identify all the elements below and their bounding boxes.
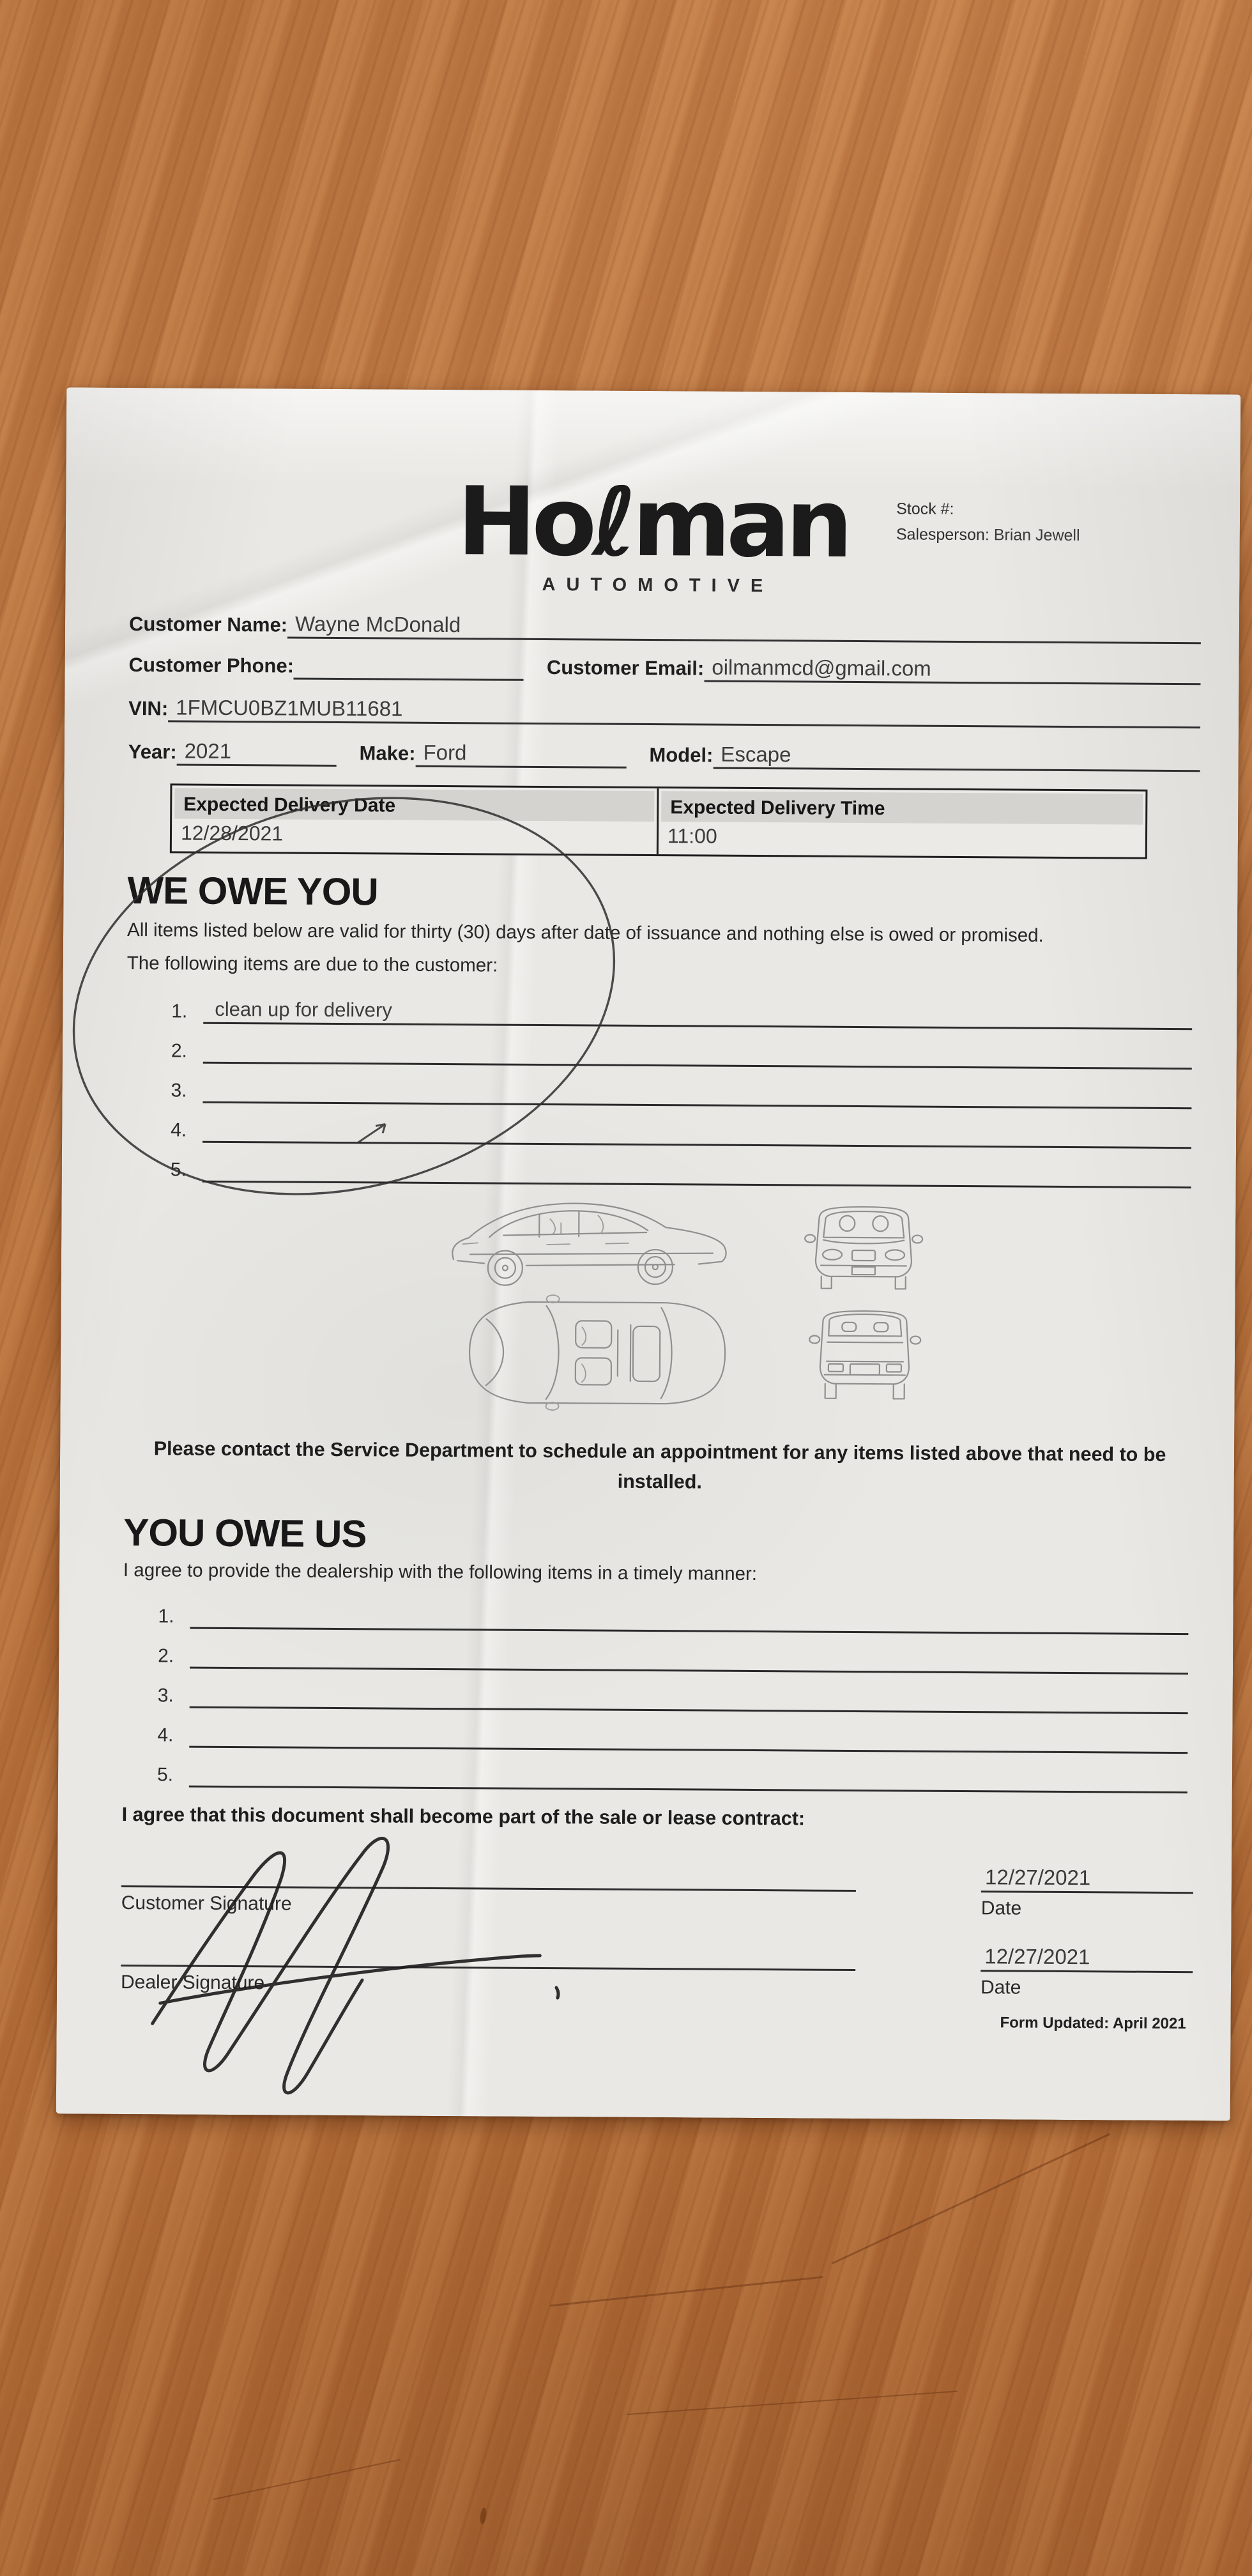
car-front-view-sketch xyxy=(802,1199,926,1292)
item-number: 5. xyxy=(170,1159,187,1181)
year-make-model-row xyxy=(128,736,1200,772)
we-owe-item-text: clean up for delivery xyxy=(203,998,1192,1030)
you-owe-items-list xyxy=(122,1589,1195,1793)
customer-email-value: oilmanmcd@gmail.com xyxy=(704,656,1201,685)
year-value: 2021 xyxy=(177,739,337,767)
expected-delivery-table xyxy=(170,783,1148,859)
dealer-signature-area xyxy=(121,1937,856,1998)
make-label: Make: xyxy=(359,742,416,765)
model-label: Model: xyxy=(649,743,714,767)
item-number: 4. xyxy=(171,1119,187,1141)
customer-name-value: Wayne McDonald xyxy=(287,612,1201,644)
customer-phone-value xyxy=(294,654,524,681)
vin-label: VIN: xyxy=(128,697,169,720)
you-owe-us-heading: YOU OWE US xyxy=(123,1511,367,1556)
dealer-date-area xyxy=(981,1945,1193,2000)
table-scratch xyxy=(550,2276,823,2307)
car-top-view-sketch xyxy=(450,1292,744,1414)
customer-phone-email-row xyxy=(128,649,1200,685)
we-owe-item-4 xyxy=(126,1103,1198,1149)
dealer-signature-row xyxy=(121,1937,1193,2000)
we-owe-you-intro: The following items are due to the customer: xyxy=(126,953,498,976)
we-owe-item-2 xyxy=(126,1023,1198,1070)
car-side-view-sketch xyxy=(445,1193,733,1292)
dealer-date-label: Date xyxy=(980,1977,1021,1998)
item-number: 3. xyxy=(171,1080,187,1101)
stock-number-row xyxy=(896,496,1080,523)
customer-email-label: Customer Email: xyxy=(546,656,705,680)
item-number: 4. xyxy=(157,1724,174,1746)
salesperson-value: Brian Jewell xyxy=(993,526,1080,545)
delivery-date-cell xyxy=(172,785,659,854)
vehicle-diagram-block xyxy=(125,1191,1198,1414)
customer-date-area xyxy=(981,1866,1194,1921)
we-owe-item-1 xyxy=(126,984,1198,1030)
customer-name-label: Customer Name: xyxy=(128,613,288,636)
item-number: 1. xyxy=(158,1606,174,1627)
item-number: 1. xyxy=(171,1000,188,1022)
delivery-date-value: 12/28/2021 xyxy=(180,821,284,845)
you-owe-us-intro: I agree to provide the dealership with the following items in a timely manner: xyxy=(123,1559,758,1584)
vin-value: 1FMCU0BZ1MUB11681 xyxy=(168,696,1200,728)
we-owe-item-5 xyxy=(126,1142,1198,1188)
dealer-date-line xyxy=(981,1970,1193,1974)
salesperson-row xyxy=(896,521,1080,548)
you-owe-item-1 xyxy=(123,1589,1195,1635)
vin-row xyxy=(128,693,1200,728)
salesperson-label: Salesperson: xyxy=(896,525,989,544)
stock-number-label: Stock #: xyxy=(896,500,954,518)
customer-signature-area xyxy=(121,1858,857,1919)
table-scratch xyxy=(213,2459,401,2500)
model-value: Escape xyxy=(713,742,1200,772)
holman-logo: Hoℓman xyxy=(457,466,849,579)
delivery-time-cell xyxy=(659,788,1146,857)
delivery-time-value: 11:00 xyxy=(667,824,717,848)
we-owe-item-text xyxy=(202,1157,1191,1188)
you-owe-item-text xyxy=(189,1762,1187,1794)
we-owe-you-terms: All items listed below are valid for thirty (30) days after date of issuance and nothing else is owed or promised. xyxy=(126,919,1044,946)
service-department-note: Please contact the Service Department to schedule an appointment for any items listed above that need to be installed. xyxy=(153,1438,1166,1493)
dealer-signature-line xyxy=(121,1937,855,1971)
customer-signature-line xyxy=(121,1858,856,1892)
customer-name-row xyxy=(129,608,1201,644)
table-knot-mark xyxy=(479,2508,487,2525)
item-number: 2. xyxy=(158,1645,174,1667)
stock-salesperson-block xyxy=(896,496,1080,548)
item-number: 5. xyxy=(156,1764,174,1786)
dealer-date-value: 12/27/2021 xyxy=(984,1944,1090,1969)
customer-date-label: Date xyxy=(981,1897,1022,1919)
item-number: 3. xyxy=(157,1685,174,1706)
table-scratch xyxy=(832,2133,1110,2265)
you-owe-item-5 xyxy=(122,1747,1194,1793)
we-owe-items-list xyxy=(126,984,1199,1188)
you-owe-item-3 xyxy=(123,1668,1195,1714)
item-number: 2. xyxy=(171,1040,188,1062)
we-owe-item-3 xyxy=(126,1063,1198,1109)
car-rear-view-sketch xyxy=(805,1302,926,1410)
customer-signature-row xyxy=(121,1858,1194,1920)
agreement-statement: I agree that this document shall become part of the sale or lease contract: xyxy=(121,1804,805,1830)
customer-date-line xyxy=(981,1891,1193,1894)
make-value: Ford xyxy=(415,740,626,768)
logo-subtitle: AUTOMOTIVE xyxy=(542,574,774,597)
form-body xyxy=(121,608,1202,2034)
dealer-signature-label: Dealer Signature xyxy=(120,1972,265,1994)
customer-signature-label: Customer Signature xyxy=(121,1892,292,1915)
customer-date-value: 12/27/2021 xyxy=(984,1865,1091,1890)
form-updated-note: Form Updated: April 2021 xyxy=(1000,2014,1186,2033)
you-owe-item-4 xyxy=(122,1708,1194,1754)
you-owe-item-2 xyxy=(123,1629,1195,1675)
we-owe-you-form-document xyxy=(56,387,1241,2120)
delivery-time-header: Expected Delivery Time xyxy=(661,791,1143,825)
delivery-date-header: Expected Delivery Date xyxy=(174,788,654,822)
year-label: Year: xyxy=(128,740,177,763)
customer-phone-label: Customer Phone: xyxy=(128,654,294,677)
table-scratch xyxy=(627,2391,958,2415)
we-owe-you-heading: WE OWE YOU xyxy=(127,869,378,914)
